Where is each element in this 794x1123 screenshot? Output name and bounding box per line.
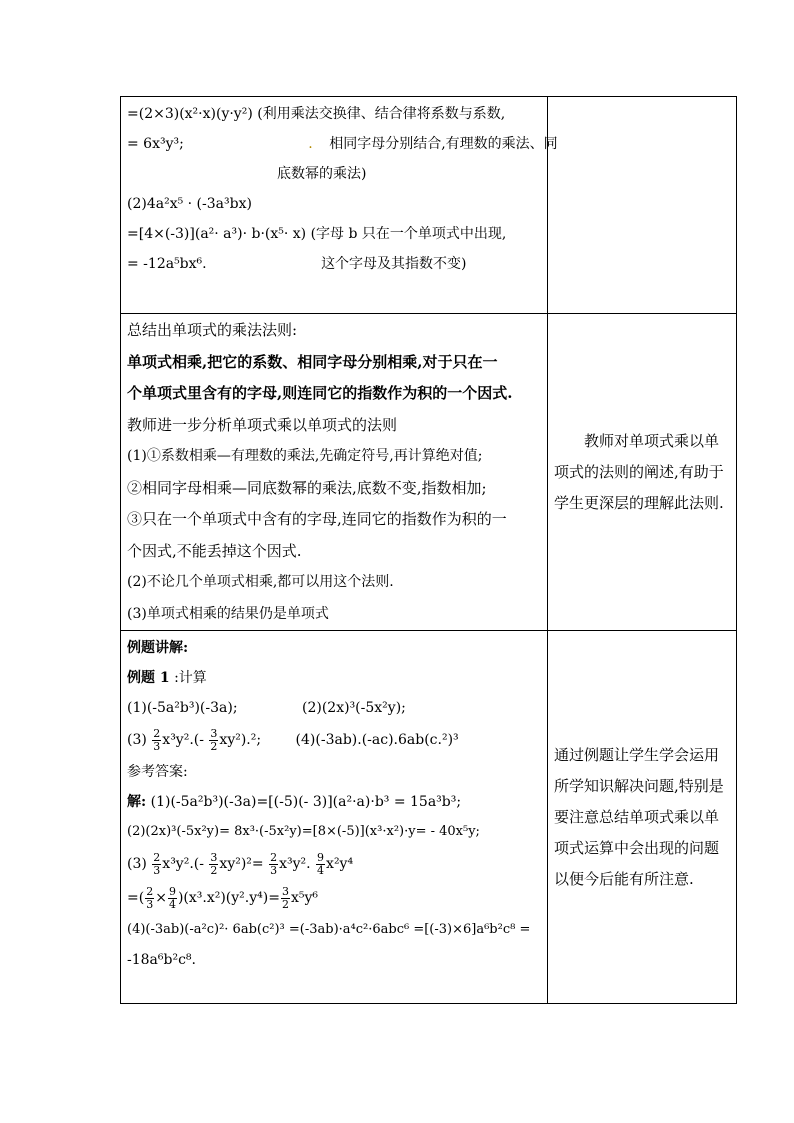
row2-content [121, 314, 548, 631]
fraction: $\frac{9}{4}$ [317, 850, 325, 877]
solution-1: (1)(-5a²b³)(-3a)=[(-5)(- 3)](a²·a)·b³ = 15a³b³; [146, 794, 462, 810]
text-line: 这个字母及其指数不变) [321, 256, 467, 272]
solution-3b-text: )(x³.x²)(y².y⁴)= [177, 890, 280, 906]
solution-4-result: -18a⁶b²c⁸. [127, 952, 196, 968]
row1-content [121, 97, 558, 314]
fraction: $\frac{2}{3}$ [270, 850, 278, 877]
section-heading: 例题讲解: [127, 640, 189, 656]
text-line: (1)①系数相乘—有理数的乘法,先确定符号,再计算绝对值; [127, 448, 483, 464]
rule-text: 单项式相乘,把它的系数、相同字母分别相乘,对于只在一 [127, 352, 498, 371]
solution-3b-text: × [155, 890, 167, 906]
row3-content [121, 631, 548, 1004]
solution-label: 解: [127, 794, 147, 810]
solution-3-text: xy²)²= [219, 856, 264, 872]
solution-3b-text: =( [127, 890, 145, 906]
text-line: =[4×(-3)](a²· a³)· b·(x⁵· x) (字母 b 只在一个单项式中出现, [127, 226, 507, 242]
fraction: $\frac{2}{3}$ [153, 726, 161, 753]
text-line: =(2×3)(x²·x)(y·y²) (利用乘法交换律、结合律将系数与系数, [127, 106, 506, 122]
teacher-note: 教师对单项式乘以单项式的法则的阐述,有助于学生更深层的理解此法则. [554, 431, 724, 512]
text-line: ③只在一个单项式中含有的字母,连同它的指数作为积的一 [127, 510, 507, 528]
lesson-table [120, 96, 737, 1004]
table-row [121, 97, 737, 314]
solution-line [127, 847, 541, 881]
problem-line [127, 693, 541, 723]
text-line: ②相同字母相乘—同底数幂的乘法,底数不变,指数相加; [127, 478, 487, 497]
solution-3-label: (3) [127, 856, 147, 872]
text-line: 相同字母分别结合,有理数的乘法、同 [329, 136, 558, 152]
problem-4: (4)(-3ab).(-ac).6ab(c.²)³ [295, 732, 459, 748]
solution-2: (2)(2x)³(-5x²y)= 8x³·(-5x²y)=[8×(-5)](x³·x²)·y= - 40x⁵y; [127, 824, 480, 839]
fraction: $\frac{3}{2}$ [281, 884, 289, 911]
example-title-line [127, 663, 541, 693]
text-line: (2)不论几个单项式相乘,都可以用这个法则. [127, 574, 394, 590]
rule-text: 个单项式里含有的字母,则连同它的指数作为积的一个因式. [127, 384, 513, 402]
row1-note [548, 97, 737, 314]
solution-3-text: x³y². [279, 856, 311, 872]
teacher-note: 通过例题让学生学会运用所学知识解决问题,特别是要注意总结单项式乘以单项式运算中会出现的问题以便今后能有所注意. [554, 745, 724, 888]
text-line: 教师进一步分析单项式乘以单项式的法则 [127, 415, 398, 434]
text-line [127, 249, 541, 279]
problem-3-text: x³y².(- [162, 732, 204, 748]
text-line: = 6x³y³; [127, 136, 184, 152]
problem-line [127, 723, 541, 757]
stray-mark: . [308, 136, 313, 152]
solution-3-text: x³y².(- [162, 856, 204, 872]
text-line: 底数幂的乘法) [277, 166, 367, 182]
example-task: :计算 [169, 670, 207, 686]
problem-1: (1)(-5a²b³)(-3a); [127, 700, 238, 716]
problem-2: (2)(2x)³(-5x²y); [302, 700, 406, 716]
text-line [127, 129, 558, 159]
row3-note [548, 631, 737, 1004]
table-row [121, 314, 737, 631]
row2-note [548, 314, 737, 631]
text-line: = -12a⁵bx⁶. [127, 256, 207, 272]
fraction: $\frac{9}{4}$ [168, 884, 176, 911]
fraction: $\frac{2}{3}$ [153, 850, 161, 877]
fraction: $\frac{3}{2}$ [210, 850, 218, 877]
problem-3-text: xy²).²; [219, 732, 262, 748]
solution-4: (4)(-3ab)(-a²c)²· 6ab(c²)³ =(-3ab)·a⁴c²·6abc⁶ =[(-3)×6]a⁶b²c⁸ = [127, 922, 531, 937]
text-line: (2)4a²x⁵ · (-3a³bx) [127, 196, 252, 212]
solution-line [127, 881, 541, 915]
solution-3-text: x²y⁴ [326, 856, 354, 872]
problem-3-label: (3) [127, 732, 147, 748]
text-line: 个因式,不能丢掉这个因式. [127, 541, 302, 560]
text-line: 总结出单项式的乘法法则: [127, 321, 298, 339]
fraction: $\frac{3}{2}$ [210, 726, 218, 753]
fraction: $\frac{2}{3}$ [146, 884, 154, 911]
example-title: 例题 1 [127, 670, 170, 686]
answer-label: 参考答案: [127, 764, 188, 780]
solution-line [127, 787, 541, 817]
table-row [121, 631, 737, 1004]
text-line: (3)单项式相乘的结果仍是单项式 [127, 605, 329, 622]
solution-3b-text: x⁵y⁶ [290, 890, 318, 906]
